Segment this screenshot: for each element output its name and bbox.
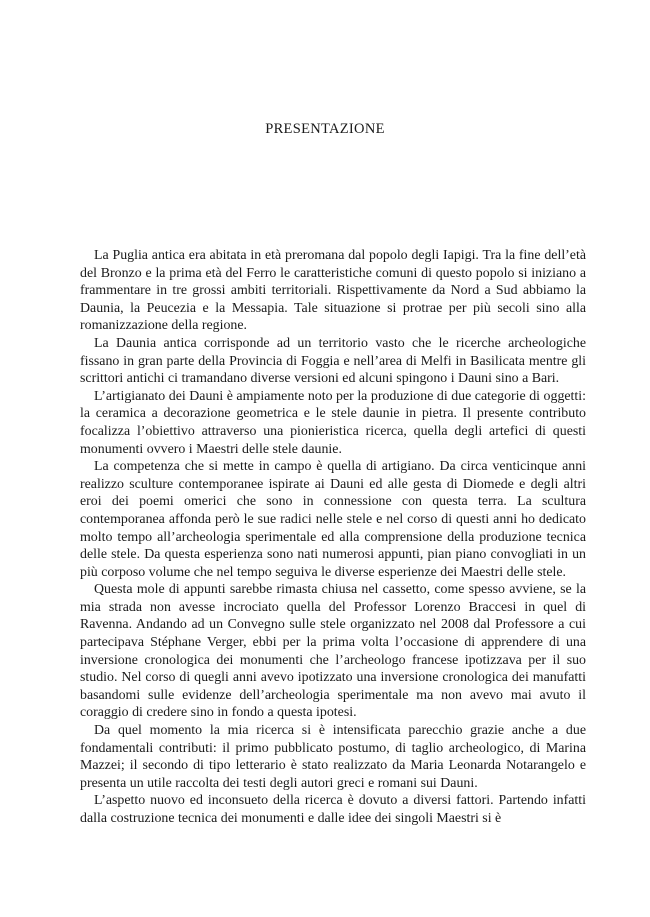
paragraph: L’artigianato dei Dauni è ampiamente noto per la produzione di due categorie di oggetti: la ceramica a decorazione geometrica e le stele daunie in pietra. Il presente contributo focalizza l’obiettivo attraverso una pionieristica ricerca, quella degli artefici di questi monumenti ovvero i Maestri delle stele daunie. [80, 388, 586, 457]
paragraph: Da quel momento la mia ricerca si è intensificata parecchio grazie anche a due fondamentali contributi: il primo pubblicato postumo, di taglio archeologico, di Marina Mazzei; il secondo di tipo letterario è stato realizzato da Maria Leonarda Notarangelo e presenta un utile raccolta dei testi degli autori greci e romani sui Dauni. [80, 723, 586, 791]
paragraph: La Puglia antica era abitata in età preromana dal popolo degli Iapigi. Tra la fine dell’età del Bronzo e la prima età del Ferro le caratteristiche comuni di questo popolo si iniziano a frammentare in tre grossi ambiti territoriali. Rispettivamente da Nord a Sud abbiamo la Daunia, la Peucezia e la Messapia. Tale situazione si protrae per più secoli sino alla romanizzazione della regione. [80, 248, 586, 334]
paragraph: Questa mole di appunti sarebbe rimasta chiusa nel cassetto, come spesso avviene, se la mia strada non avesse incrociato quella del Professor Lorenzo Braccesi in quel di Ravenna. Andando ad un Convegno sulle stele organizzato nel 2008 dal Professore a cui partecipava Stéphane Verger, ebbi per la prima volta l’occasione di apprendere di una inversione cronologica dei monumenti che l’archeologo francese ipotizzava per il suo studio. Nel corso di quegli anni avevo ipotizzato una inversione cronologica dei manufatti basandomi sulle evidenze dell’archeologia sperimentale ma non avevo mai avuto il coraggio di credere sino in fondo a questa ipotesi. [80, 582, 586, 721]
document-body [80, 247, 586, 828]
paragraph: L’aspetto nuovo ed inconsueto della ricerca è dovuto a diversi fattori. Partendo infatti dalla costruzione tecnica dei monumenti e dalle idee dei singoli Maestri si è [80, 793, 586, 826]
paragraph: La competenza che si mette in campo è quella di artigiano. Da circa venticinque anni realizzo sculture contemporanee ispirate ai Dauni ed alle gesta di Diomede e degli altri eroi dei poemi omerici che sono in connessione con questa terra. La scultura contemporanea affonda però le sue radici nelle stele e nel corso di questi anni ho dedicato molto tempo all’archeologia sperimentale ed alla comprensione della produzione tecnica delle stele. Da questa esperienza sono nati numerosi appunti, pian piano convogliati in un più corposo volume che nel tempo seguiva le diverse esperienze dei Maestri delle stele. [80, 459, 586, 580]
page-title: PRESENTAZIONE [265, 121, 385, 137]
paragraph: La Daunia antica corrisponde ad un territorio vasto che le ricerche archeologiche fissano in gran parte della Provincia di Foggia e nell’area di Melfi in Basilicata mentre gli scrittori antichi ci tramandano diverse versioni ed alcuni spingono i Dauni sino a Bari. [80, 335, 586, 387]
